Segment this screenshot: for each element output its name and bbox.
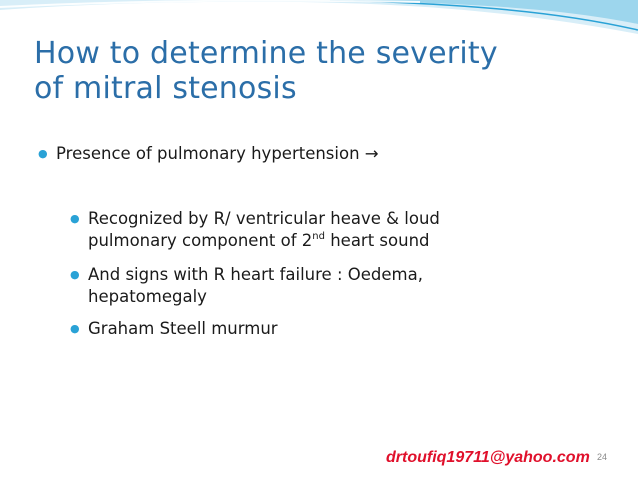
decorative-swoosh bbox=[0, 0, 638, 40]
bullet-dot-icon: ● bbox=[70, 268, 80, 281]
bullet-dot-icon: ● bbox=[70, 212, 80, 225]
sub-bullet-1-line-2b: heart sound bbox=[324, 231, 430, 250]
title-line-2: of mitral stenosis bbox=[34, 71, 297, 106]
sub-bullet-3 bbox=[70, 318, 278, 340]
main-bullet bbox=[38, 143, 379, 165]
sub-bullet-1-line-2a: pulmonary component of 2 bbox=[88, 231, 313, 250]
footer-email: drtoufiq19711@yahoo.com bbox=[386, 449, 590, 466]
sub-bullet-2-line-1: And signs with R heart failure : Oedema, bbox=[88, 265, 423, 284]
page-number: 24 bbox=[597, 452, 608, 462]
superscript-nd: nd bbox=[312, 231, 325, 242]
sub-bullet-3-text: Graham Steell murmur bbox=[88, 319, 278, 338]
slide-title bbox=[34, 36, 624, 106]
sub-bullet-2-line-2: hepatomegaly bbox=[88, 287, 207, 306]
main-bullet-text: Presence of pulmonary hypertension bbox=[56, 144, 360, 163]
title-line-1: How to determine the severity bbox=[34, 36, 498, 71]
sub-bullet-1-line-1: Recognized by R/ ventricular heave & loud bbox=[88, 209, 440, 228]
sub-bullet-1 bbox=[70, 208, 440, 252]
sub-bullet-2 bbox=[70, 264, 423, 308]
bullet-dot-icon: ● bbox=[70, 322, 80, 335]
right-arrow-icon: → bbox=[364, 144, 379, 163]
bullet-dot-icon: ● bbox=[38, 147, 48, 160]
